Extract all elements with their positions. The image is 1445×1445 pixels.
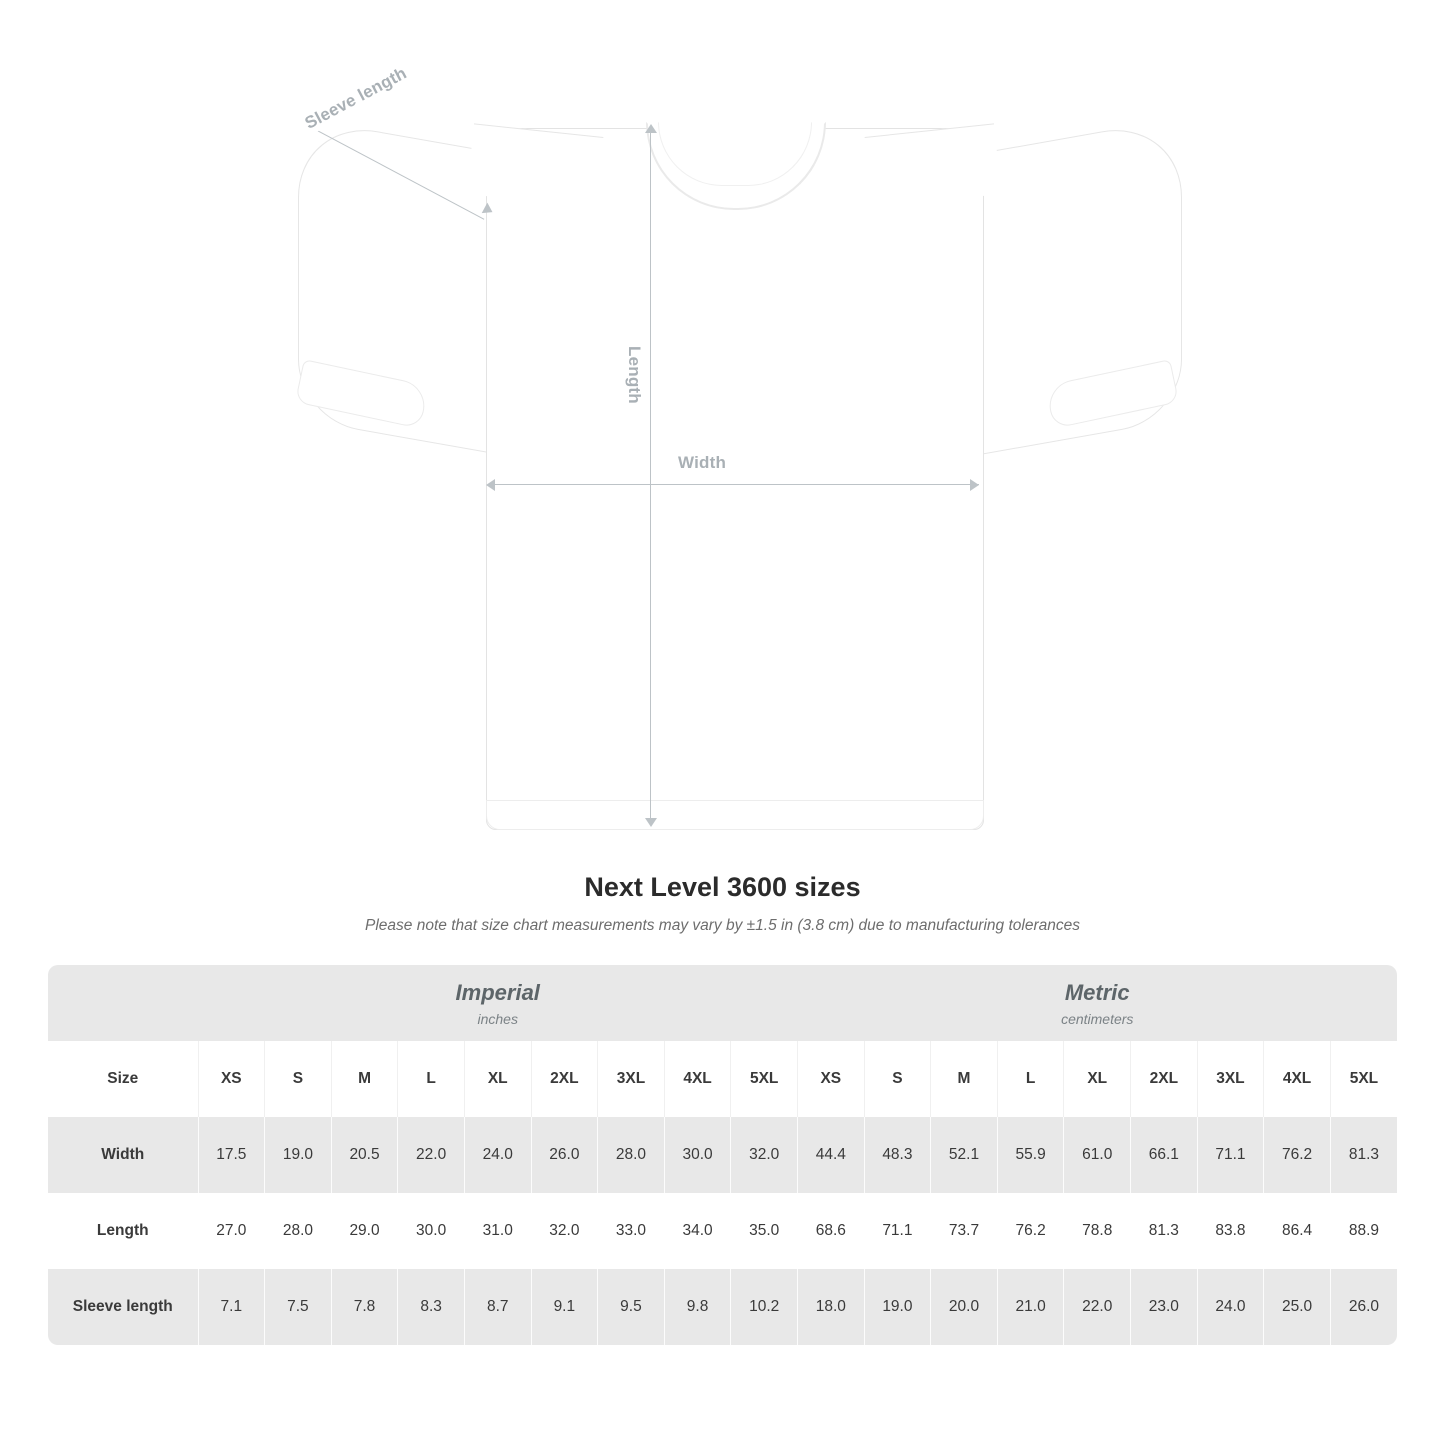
width-label: Width [672, 452, 732, 474]
cell-length-imperial-m: 29.0 [331, 1193, 398, 1269]
sleeve-length-label: Sleeve length [296, 60, 416, 138]
cell-sleeve-metric-s: 19.0 [864, 1269, 931, 1345]
tolerance-note: Please note that size chart measurements may vary by ±1.5 in (3.8 cm) due to manufacturing tolerances [365, 917, 1080, 934]
tshirt-left-shoulder [467, 123, 604, 207]
column-header-imperial-l: L [398, 1041, 465, 1117]
cell-width-imperial-xs: 17.5 [198, 1117, 265, 1193]
cell-length-metric-3xl: 83.8 [1197, 1193, 1264, 1269]
width-arrow-left-icon [486, 479, 495, 491]
cell-width-imperial-s: 19.0 [265, 1117, 332, 1193]
column-header-metric-xl: XL [1064, 1041, 1131, 1117]
cell-sleeve-imperial-s: 7.5 [265, 1269, 332, 1345]
cell-sleeve-imperial-xl: 8.7 [464, 1269, 531, 1345]
group-title-imperial: Imperial [455, 980, 540, 1006]
cell-sleeve-imperial-2xl: 9.1 [531, 1269, 598, 1345]
cell-length-imperial-4xl: 34.0 [664, 1193, 731, 1269]
cell-sleeve-metric-5xl: 26.0 [1330, 1269, 1397, 1345]
group-unit-metric: centimeters [1061, 1010, 1134, 1027]
cell-length-metric-2xl: 81.3 [1131, 1193, 1198, 1269]
row-label-width: Width [48, 1117, 198, 1193]
size-table [48, 965, 1397, 1345]
column-header-metric-2xl: 2XL [1131, 1041, 1198, 1117]
column-header-metric-s: S [864, 1041, 931, 1117]
column-header-imperial-2xl: 2XL [531, 1041, 598, 1117]
cell-width-metric-5xl: 81.3 [1330, 1117, 1397, 1193]
length-label: Length [623, 340, 645, 410]
width-measure-line [492, 484, 979, 485]
cell-width-imperial-5xl: 32.0 [731, 1117, 798, 1193]
length-arrow-top-icon [645, 124, 657, 133]
cell-length-metric-xs: 68.6 [797, 1193, 864, 1269]
group-header-imperial [198, 965, 797, 1041]
cell-length-metric-4xl: 86.4 [1264, 1193, 1331, 1269]
tshirt-hem [486, 800, 984, 830]
cell-sleeve-imperial-3xl: 9.5 [598, 1269, 665, 1345]
column-header-imperial-m: M [331, 1041, 398, 1117]
group-unit-imperial: inches [477, 1010, 518, 1027]
cell-sleeve-metric-m: 20.0 [931, 1269, 998, 1345]
group-title-metric: Metric [1064, 980, 1130, 1006]
cell-width-metric-l: 55.9 [997, 1117, 1064, 1193]
column-header-metric-m: M [931, 1041, 998, 1117]
cell-length-metric-xl: 78.8 [1064, 1193, 1131, 1269]
group-header-metric [797, 965, 1397, 1041]
table-size-header-row [48, 1041, 1397, 1117]
row-label-sleeve-length: Sleeve length [48, 1269, 198, 1345]
row-label-length: Length [48, 1193, 198, 1269]
cell-length-metric-5xl: 88.9 [1330, 1193, 1397, 1269]
column-header-imperial-5xl: 5XL [731, 1041, 798, 1117]
cell-width-metric-m: 52.1 [931, 1117, 998, 1193]
cell-width-imperial-4xl: 30.0 [664, 1117, 731, 1193]
cell-sleeve-imperial-l: 8.3 [398, 1269, 465, 1345]
cell-length-metric-m: 73.7 [931, 1193, 998, 1269]
cell-width-imperial-3xl: 28.0 [598, 1117, 665, 1193]
column-header-imperial-xs: XS [198, 1041, 265, 1117]
cell-sleeve-metric-4xl: 25.0 [1264, 1269, 1331, 1345]
size-table-container [48, 965, 1397, 1345]
table-row [48, 1117, 1397, 1193]
cell-sleeve-imperial-m: 7.8 [331, 1269, 398, 1345]
column-header-size: Size [48, 1041, 198, 1117]
cell-length-imperial-5xl: 35.0 [731, 1193, 798, 1269]
group-header-spacer [48, 965, 198, 1041]
page-title: Next Level 3600 sizes [584, 872, 861, 902]
cell-sleeve-metric-l: 21.0 [997, 1269, 1064, 1345]
cell-width-metric-xs: 44.4 [797, 1117, 864, 1193]
cell-sleeve-imperial-5xl: 10.2 [731, 1269, 798, 1345]
cell-width-imperial-m: 20.5 [331, 1117, 398, 1193]
length-measure-line [650, 130, 651, 825]
column-header-metric-3xl: 3XL [1197, 1041, 1264, 1117]
cell-sleeve-metric-2xl: 23.0 [1131, 1269, 1198, 1345]
cell-width-imperial-2xl: 26.0 [531, 1117, 598, 1193]
cell-length-imperial-2xl: 32.0 [531, 1193, 598, 1269]
column-header-imperial-3xl: 3XL [598, 1041, 665, 1117]
cell-width-metric-3xl: 71.1 [1197, 1117, 1264, 1193]
cell-length-imperial-s: 28.0 [265, 1193, 332, 1269]
column-header-imperial-4xl: 4XL [664, 1041, 731, 1117]
column-header-imperial-xl: XL [464, 1041, 531, 1117]
column-header-metric-5xl: 5XL [1330, 1041, 1397, 1117]
cell-width-imperial-l: 22.0 [398, 1117, 465, 1193]
column-header-metric-4xl: 4XL [1264, 1041, 1331, 1117]
width-arrow-right-icon [970, 479, 979, 491]
table-row [48, 1193, 1397, 1269]
length-arrow-bottom-icon [645, 818, 657, 827]
cell-width-metric-4xl: 76.2 [1264, 1117, 1331, 1193]
cell-sleeve-imperial-xs: 7.1 [198, 1269, 265, 1345]
table-row [48, 1269, 1397, 1345]
tshirt-right-shoulder [865, 123, 1002, 207]
cell-length-imperial-xs: 27.0 [198, 1193, 265, 1269]
cell-width-metric-s: 48.3 [864, 1117, 931, 1193]
cell-length-imperial-xl: 31.0 [464, 1193, 531, 1269]
table-group-header-row [48, 965, 1397, 1041]
cell-length-imperial-l: 30.0 [398, 1193, 465, 1269]
column-header-metric-xs: XS [797, 1041, 864, 1117]
cell-length-imperial-3xl: 33.0 [598, 1193, 665, 1269]
cell-sleeve-metric-3xl: 24.0 [1197, 1269, 1264, 1345]
cell-sleeve-metric-xs: 18.0 [797, 1269, 864, 1345]
cell-sleeve-imperial-4xl: 9.8 [664, 1269, 731, 1345]
cell-width-metric-xl: 61.0 [1064, 1117, 1131, 1193]
cell-length-metric-s: 71.1 [864, 1193, 931, 1269]
cell-width-imperial-xl: 24.0 [464, 1117, 531, 1193]
column-header-imperial-s: S [265, 1041, 332, 1117]
cell-width-metric-2xl: 66.1 [1131, 1117, 1198, 1193]
column-header-metric-l: L [997, 1041, 1064, 1117]
tshirt-body [486, 128, 984, 830]
cell-length-metric-l: 76.2 [997, 1193, 1064, 1269]
cell-sleeve-metric-xl: 22.0 [1064, 1269, 1131, 1345]
